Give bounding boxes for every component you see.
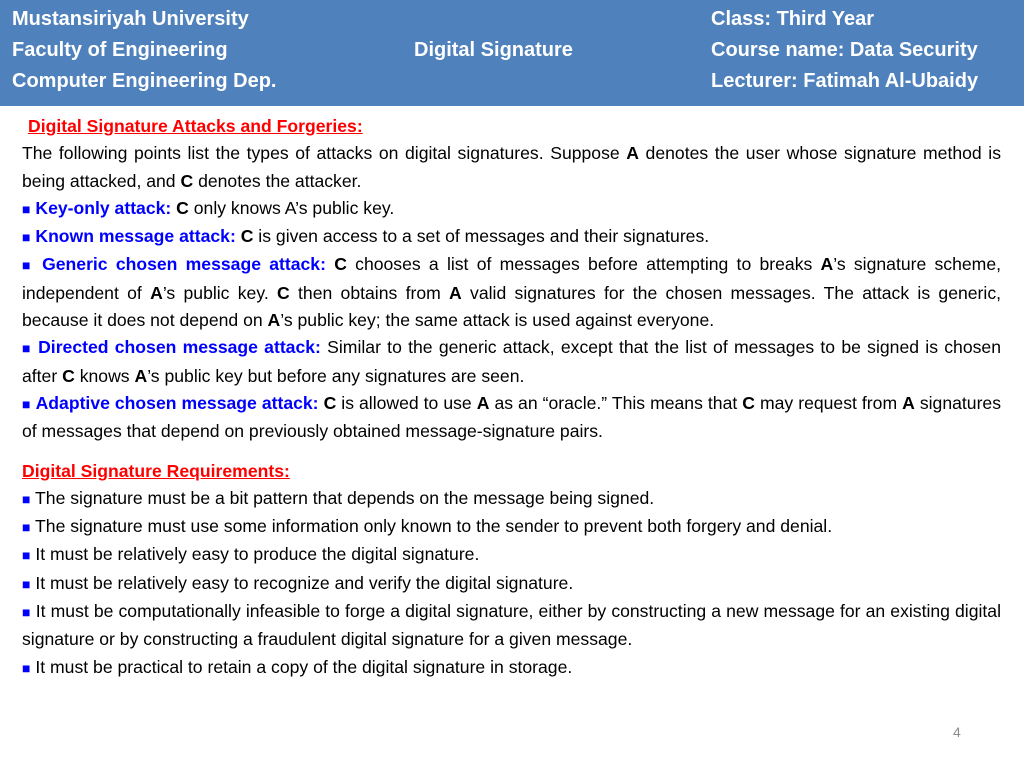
bullet-icon: ■ <box>22 257 34 274</box>
bullet-icon: ■ <box>22 229 31 246</box>
requirement-item: ■ It must be relatively easy to recognize and verify the digital signature. <box>22 572 574 593</box>
bullet-icon: ■ <box>22 490 31 507</box>
bullet-icon: ■ <box>22 575 31 592</box>
bullet-icon: ■ <box>22 604 31 621</box>
department-name: Computer Engineering Dep. <box>12 70 277 92</box>
bullet-icon: ■ <box>22 659 31 676</box>
attack-item-known-message: ■ Known message attack: C is given access to a set of messages and their signatures. <box>22 226 710 247</box>
attack-item-key-only: ■ Key-only attack: C only knows A’s public key. <box>22 197 395 218</box>
slide-topic: Digital Signature <box>414 39 573 61</box>
requirement-item: ■ It must be relatively easy to produce the digital signature. <box>22 544 480 565</box>
attack-item-generic-chosen: ■ Generic chosen message attack: C chooses a list of messages before attempting to breaks A’s signature scheme, independent of A’s public key. C then obtains from A valid signatures for the chosen messages. The attack is generic, because it does not depend on A’s public key; the same attack is used against everyone. <box>22 254 1002 331</box>
attack-item-directed-chosen: ■ Directed chosen message attack: Similar to the generic attack, except that the list of messages to be signed is chosen after C knows A’s public key but before any signatures are seen. <box>22 337 1001 386</box>
course-name: Course name: Data Security <box>711 39 978 61</box>
requirements-section-title: Digital Signature Requirements: <box>22 460 290 481</box>
requirement-item: ■ The signature must be a bit pattern that depends on the message being signed. <box>22 487 655 508</box>
bullet-icon: ■ <box>22 395 31 412</box>
attack-item-adaptive-chosen: ■ Adaptive chosen message attack: C is allowed to use A as an “oracle.” This means that C may request from A signatures of messages that depend on previously obtained message-signature pairs. <box>22 392 1002 442</box>
university-name: Mustansiriyah University <box>12 8 249 30</box>
class-label: Class: Third Year <box>711 8 875 30</box>
lecturer-name: Lecturer: Fatimah Al-Ubaidy <box>711 70 979 92</box>
requirement-item: ■ It must be practical to retain a copy of the digital signature in storage. <box>22 656 573 677</box>
requirement-item: ■ It must be computationally infeasible to forge a digital signature, either by constructing a new message for an existing digital signature or by constructing a fraudulent digital signature for a given message. <box>22 601 1001 650</box>
bullet-icon: ■ <box>22 340 32 357</box>
requirement-item: ■ The signature must use some information only known to the sender to prevent both forgery and denial. <box>22 516 833 537</box>
bullet-icon: ■ <box>22 547 31 564</box>
page-number: 4 <box>953 724 961 740</box>
attacks-intro: The following points list the types of attacks on digital signatures. Suppose A denotes the user whose signature method is being attacked, and C denotes the attacker. <box>22 143 1001 191</box>
slide-header <box>0 0 1024 106</box>
slide-body <box>22 113 1001 682</box>
faculty-name: Faculty of Engineering <box>12 39 228 61</box>
attacks-section-title: Digital Signature Attacks and Forgeries: <box>28 116 363 136</box>
bullet-icon: ■ <box>22 200 31 217</box>
bullet-icon: ■ <box>22 519 31 536</box>
